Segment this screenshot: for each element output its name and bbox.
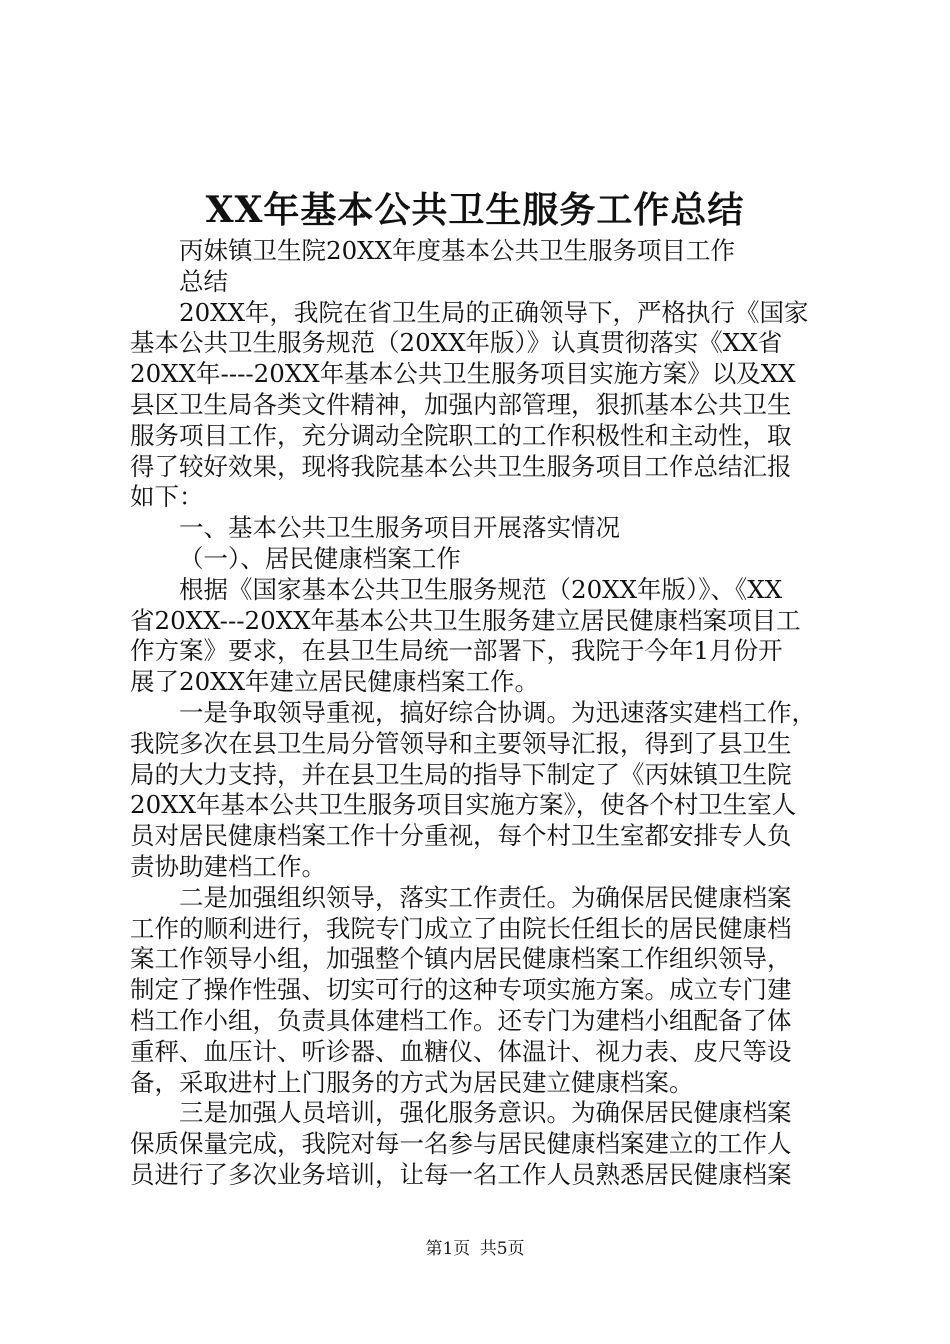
text-line: 展了20XX年建立居民健康档案工作。 bbox=[130, 667, 540, 697]
text-line: 县区卫生局各类文件精神，加强内部管理，狠抓基本公共卫生 bbox=[130, 389, 792, 419]
text-line: 员对居民健康档案工作十分重视，每个村卫生室都安排专人负 bbox=[130, 821, 792, 851]
page-total: 共5页 bbox=[479, 1239, 525, 1259]
text-line: 20XX年基本公共卫生服务项目实施方案》，使各个村卫生室人 bbox=[130, 790, 797, 820]
text-line: 制定了操作性强、切实可行的这种专项实施方案。成立专门建 bbox=[130, 975, 792, 1005]
text-line: 省20XX---20XX年基本公共卫生服务建立居民健康档案项目工 bbox=[130, 605, 801, 635]
text-line: （一）、居民健康档案工作 bbox=[179, 543, 461, 573]
text-line: 得了较好效果，现将我院基本公共卫生服务项目工作总结汇报 bbox=[130, 451, 792, 481]
text-line: 总结 bbox=[179, 266, 228, 296]
text-line: 我院多次在县卫生局分管领导和主要领导汇报，得到了县卫生 bbox=[130, 728, 792, 758]
text-line: 员进行了多次业务培训，让每一名工作人员熟悉居民健康档案 bbox=[130, 1159, 792, 1189]
document-body bbox=[130, 236, 830, 1191]
text-line: 案工作领导小组，加强整个镇内居民健康档案工作组织领导， bbox=[130, 944, 792, 974]
text-line: 一是争取领导重视，搞好综合协调。为迅速落实建档工作， bbox=[179, 697, 816, 727]
text-line: 20XX年----20XX年基本公共卫生服务项目实施方案》以及XX bbox=[130, 359, 796, 389]
text-line: 二是加强组织领导，落实工作责任。为确保居民健康档案 bbox=[179, 882, 792, 912]
text-line: 局的大力支持，并在县卫生局的指导下制定了《丙妹镇卫生院 bbox=[130, 759, 792, 789]
text-line: 工作的顺利进行，我院专门成立了由院长任组长的居民健康档 bbox=[130, 913, 792, 943]
text-line: 重秤、血压计、听诊器、血糖仪、体温计、视力表、皮尺等设 bbox=[130, 1036, 792, 1066]
text-line: 三是加强人员培训，强化服务意识。为确保居民健康档案 bbox=[179, 1098, 792, 1128]
text-line: 基本公共卫生服务规范（20XX年版）》认真贯彻落实《XX省 bbox=[130, 328, 783, 358]
text-line: 丙妹镇卫生院20XX年度基本公共卫生服务项目工作 bbox=[179, 236, 736, 265]
text-line: 如下： bbox=[130, 482, 204, 512]
text-line: 责协助建档工作。 bbox=[130, 851, 326, 881]
page-number: 第1页 bbox=[425, 1239, 471, 1259]
text-line: 作方案》要求，在县卫生局统一部署下，我院于今年1月份开 bbox=[130, 636, 783, 666]
text-line: 档工作小组，负责具体建档工作。还专门为建档小组配备了体 bbox=[130, 1005, 792, 1035]
text-line: 一、基本公共卫生服务项目开展落实情况 bbox=[179, 513, 620, 543]
document-title: XX年基本公共卫生服务工作总结 bbox=[205, 189, 745, 231]
page-footer bbox=[0, 1238, 950, 1260]
text-line: 保质保量完成，我院对每一名参与居民健康档案建立的工作人 bbox=[130, 1129, 792, 1159]
text-line: 备，采取进村上门服务的方式为居民建立健康档案。 bbox=[130, 1067, 694, 1097]
text-line: 20XX年，我院在省卫生局的正确领导下，严格执行《国家 bbox=[179, 297, 809, 327]
text-line: 根据《国家基本公共卫生服务规范（20XX年版）》、《XX bbox=[179, 574, 783, 604]
text-line: 服务项目工作，充分调动全院职工的工作积极性和主动性，取 bbox=[130, 420, 792, 450]
